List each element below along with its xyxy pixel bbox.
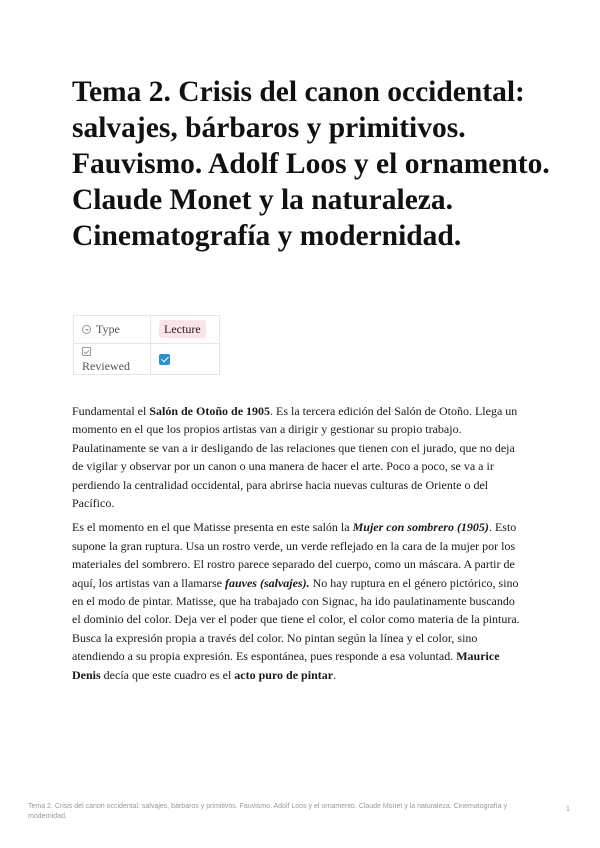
p2-bold-1: Maurice Denis	[72, 649, 500, 682]
type-tag[interactable]: Lecture	[159, 320, 206, 338]
body-content	[72, 402, 524, 690]
select-icon	[82, 325, 91, 334]
p2-bold-italic-2: fauves (salvajes).	[224, 575, 310, 590]
paragraph-1	[72, 402, 524, 512]
p2-bold-2: acto puro de pintar	[234, 667, 334, 682]
p1-bold-1: Salón de Otoño de 1905	[149, 404, 271, 418]
paragraph-2	[72, 518, 524, 684]
page-number: 1	[566, 806, 570, 813]
p1-text-2: . Es la tercera edición del Salón de Otoño. Llega un momento en el que los propios artistas van a dirigir y gestionar su propio trabajo. Paulatinamente se van a ir desligando de las relaciones que tienen con el jurado, que no deja de vigilar y observar por un canon o una manera de hacer el arte. Poco a poco, se va a ir perdiendo la centralidad occidental, para abrirse hacia nuevas culturas de Oriente o del Pacífico.	[72, 404, 518, 511]
property-key-reviewed	[74, 344, 151, 375]
property-value-type[interactable]	[151, 316, 220, 344]
reviewed-checkbox[interactable]	[159, 354, 170, 365]
p2-text-5: .	[333, 667, 337, 682]
checkbox-property-icon	[82, 347, 91, 356]
page-footer: Tema 2. Crisis del canon occidental: salvajes, bárbaros y primitivos. Fauvismo. Adolf Loos y el ornamento. Claude Monet y la naturaleza. Cinematografía y modernidad.	[28, 803, 507, 820]
p2-text-4: decía que este cuadro es el	[100, 667, 235, 682]
property-row-type	[74, 316, 220, 344]
reviewed-label: Reviewed	[82, 359, 130, 373]
p2-text-3: No hay ruptura en el género pictórico, sino en el modo de pintar. Matisse, que ha trabajado con Signac, ha ido paulatinamente buscando el dominio del color. Deja ver el poder que tiene el color, el color como materia de la pintura. Busca la expresión propia a través del color. No pintan según la línea y el color, sino atendiendo a su propia expresión. Es espontánea, pues responde a esa voluntad.	[72, 575, 520, 664]
p2-text-2: . Esto supone la gran ruptura. Usa un rostro verde, un verde reflejado en la cara de la mujer por los materiales del sombrero. El rostro parece separado del cuerpo, como un máscara. A partir de aquí, los artistas van a llamarse	[72, 520, 517, 590]
p1-text-1: Fundamental el	[72, 404, 150, 418]
page-title: Tema 2. Crisis del canon occidental: salvajes, bárbaros y primitivos. Fauvismo. Adolf Loos y el ornamento. Claude Monet y la naturaleza. Cinematografía y modernidad.	[72, 76, 550, 252]
properties-table	[73, 315, 220, 375]
p2-text-1: Es el momento en el que Matisse presenta en este salón la	[72, 520, 353, 535]
p2-bold-italic-1: Mujer con sombrero (1905)	[352, 520, 489, 535]
property-row-reviewed	[74, 344, 220, 375]
property-value-reviewed[interactable]	[151, 344, 220, 375]
type-label: Type	[96, 322, 120, 336]
property-key-type	[74, 316, 151, 344]
